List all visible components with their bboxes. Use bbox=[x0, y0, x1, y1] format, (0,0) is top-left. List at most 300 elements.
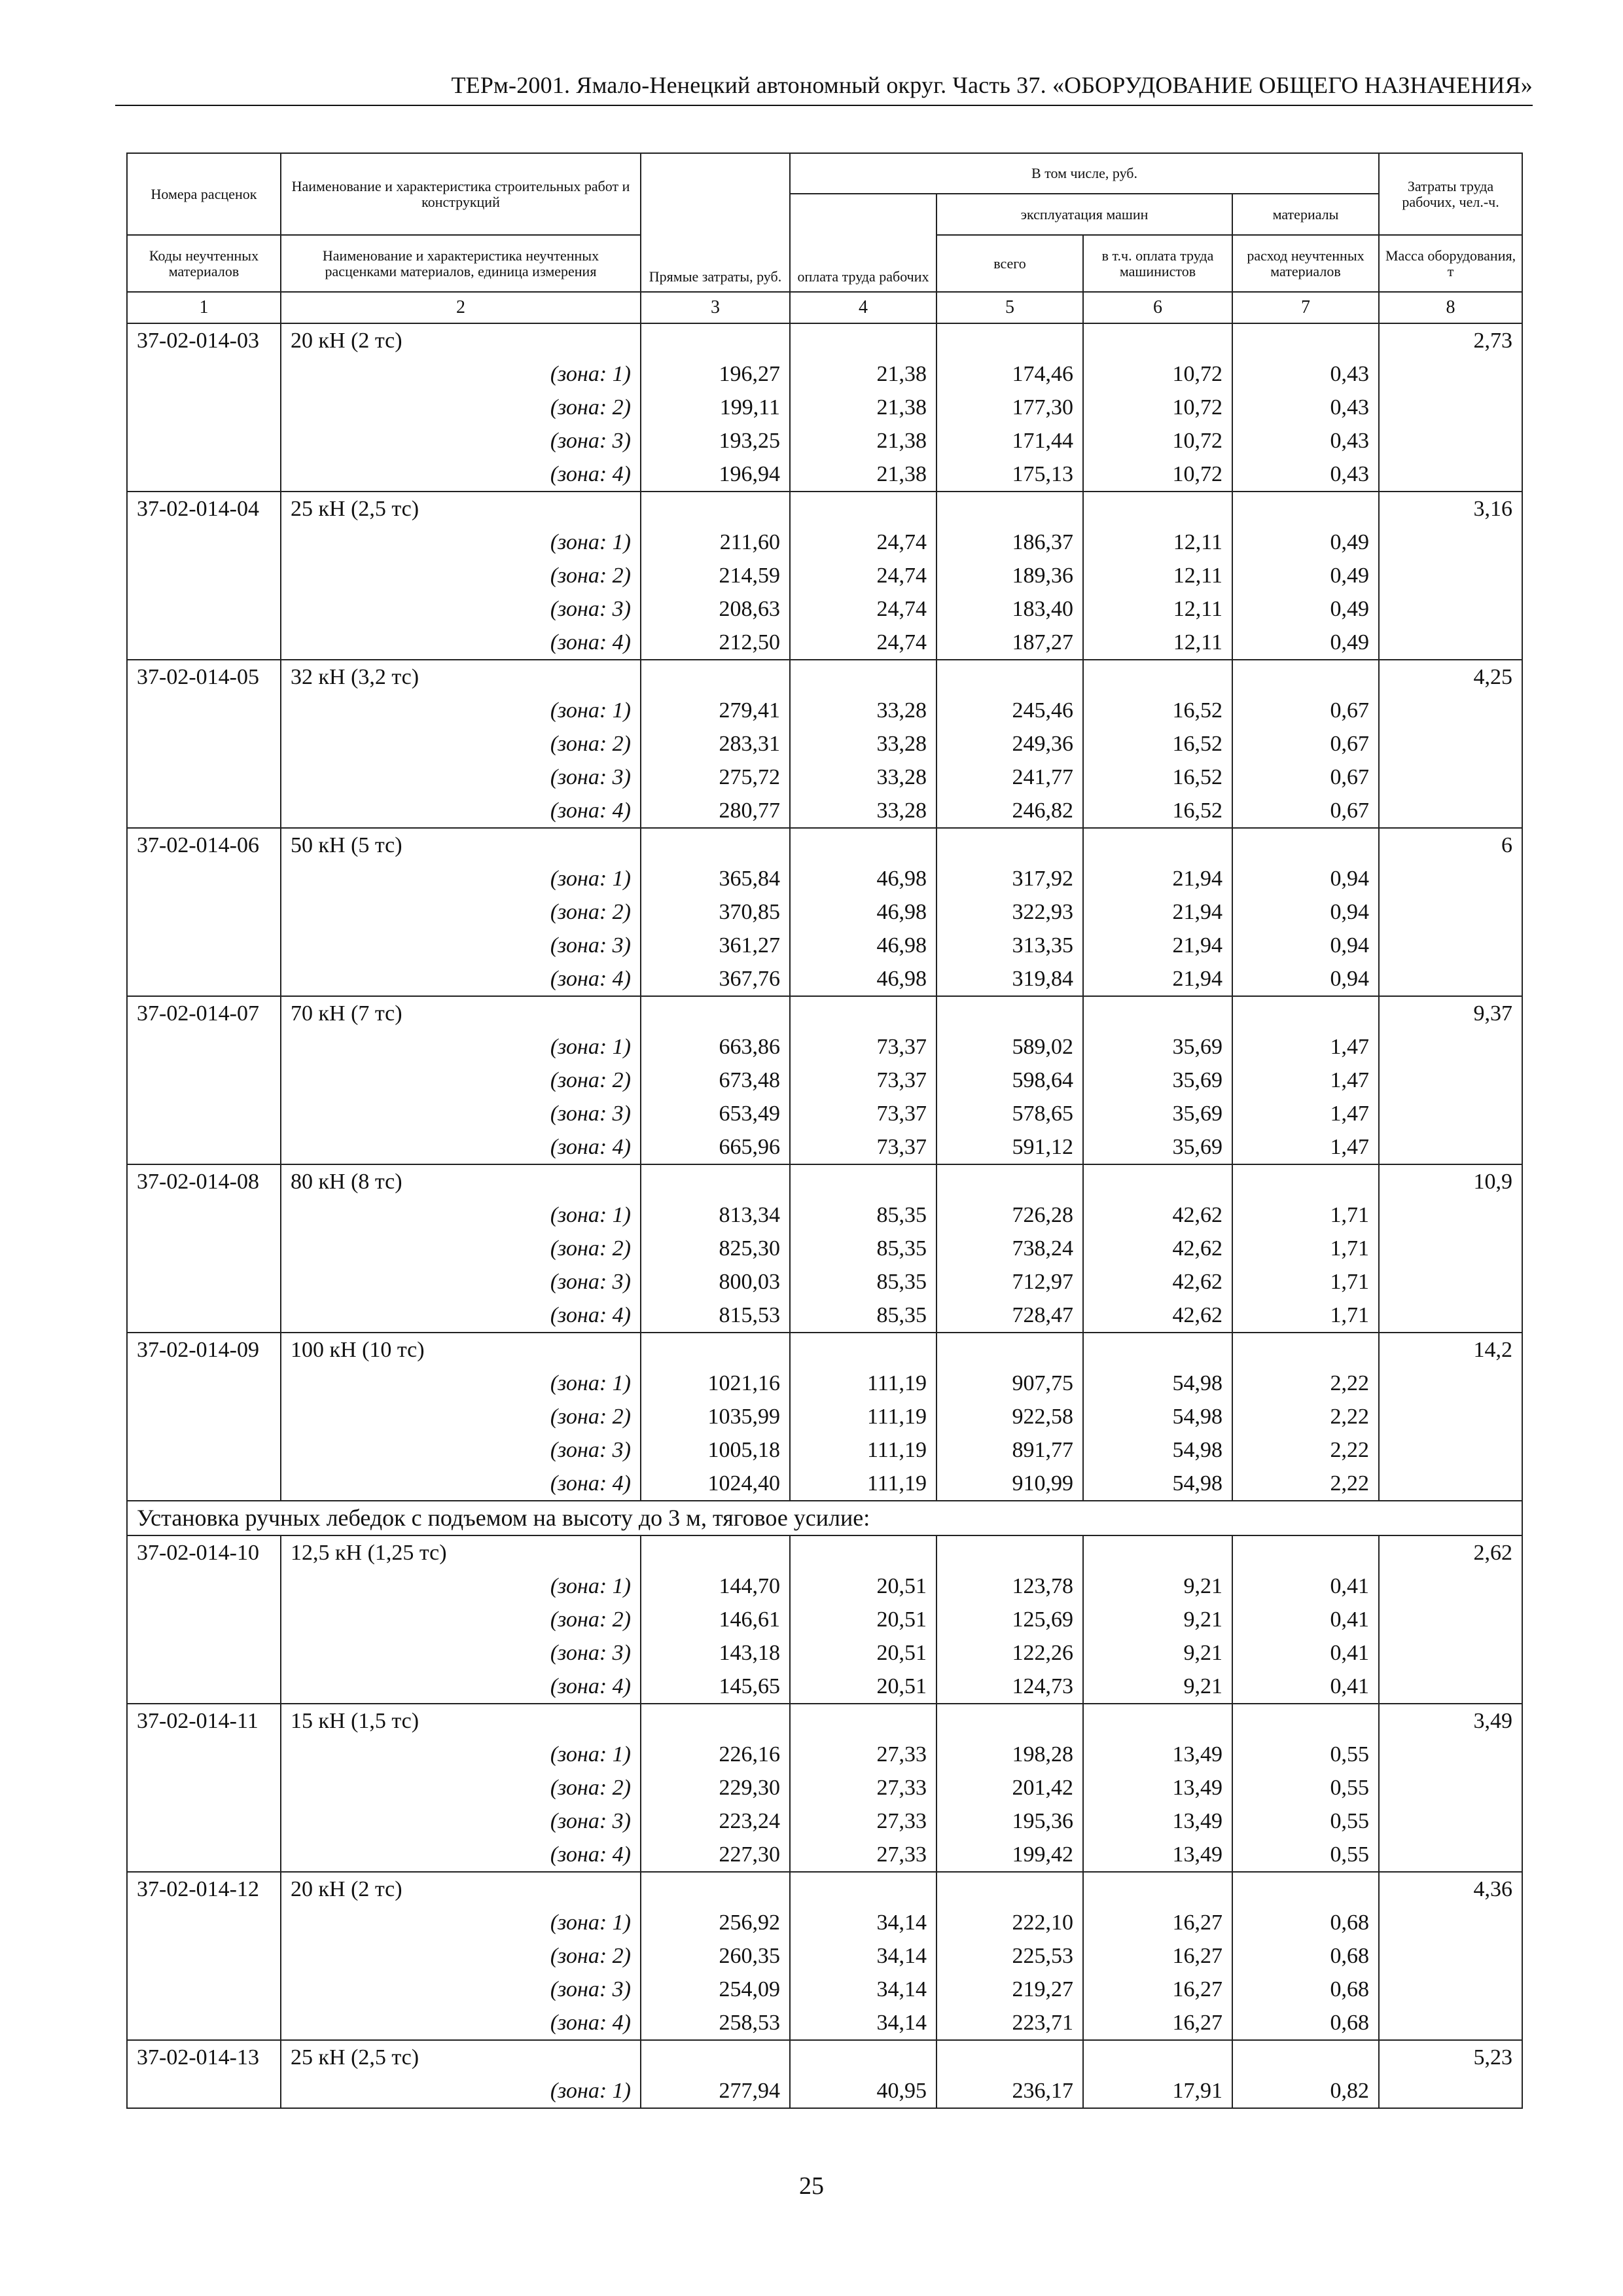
operator-pay-value: 21,94 bbox=[1083, 929, 1232, 962]
materials-cell bbox=[1232, 996, 1379, 1030]
rate-code: 37-02-014-09 bbox=[127, 1333, 281, 1367]
operator-pay-cell bbox=[1083, 1164, 1232, 1198]
machine-total-value: 598,64 bbox=[936, 1064, 1083, 1097]
labor-costs-value bbox=[1379, 457, 1522, 492]
labor-pay-value: 24,74 bbox=[790, 592, 936, 626]
labor-costs-value bbox=[1379, 1433, 1522, 1467]
materials-cell bbox=[1232, 1535, 1379, 1570]
labor-costs-value bbox=[1379, 391, 1522, 424]
machine-total-cell bbox=[936, 1164, 1083, 1198]
labor-costs-cell: 6 bbox=[1379, 828, 1522, 862]
table-header bbox=[127, 153, 1522, 323]
materials-value: 0,41 bbox=[1232, 1670, 1379, 1704]
labor-costs-value bbox=[1379, 694, 1522, 727]
rate-name: 20 кН (2 тс) bbox=[281, 1872, 641, 1906]
machine-total-value: 223,71 bbox=[936, 2006, 1083, 2040]
zone-code-cell bbox=[127, 1670, 281, 1704]
zone-code-cell bbox=[127, 1097, 281, 1130]
labor-pay-value: 21,38 bbox=[790, 357, 936, 391]
zone-row bbox=[127, 794, 1522, 828]
labor-costs-value bbox=[1379, 1130, 1522, 1164]
materials-value: 0,43 bbox=[1232, 457, 1379, 492]
machine-total-value: 175,13 bbox=[936, 457, 1083, 492]
labor-pay-cell bbox=[790, 492, 936, 526]
labor-pay-cell bbox=[790, 1333, 936, 1367]
materials-value: 0,82 bbox=[1232, 2074, 1379, 2108]
zone-row bbox=[127, 2006, 1522, 2040]
operator-pay-value: 13,49 bbox=[1083, 1804, 1232, 1838]
labor-pay-value: 33,28 bbox=[790, 761, 936, 794]
zone-label: (зона: 3) bbox=[281, 1636, 641, 1670]
header-work-name: Наименование и характеристика строительных работ и конструкций bbox=[281, 153, 641, 235]
labor-costs-value bbox=[1379, 1570, 1522, 1603]
direct-costs-value: 196,94 bbox=[641, 457, 790, 492]
zone-code-cell bbox=[127, 1838, 281, 1872]
labor-costs-value bbox=[1379, 1804, 1522, 1838]
zone-code-cell bbox=[127, 391, 281, 424]
rate-name: 20 кН (2 тс) bbox=[281, 323, 641, 357]
zone-row bbox=[127, 1467, 1522, 1501]
labor-costs-value bbox=[1379, 1838, 1522, 1872]
rate-name: 15 кН (1,5 тс) bbox=[281, 1704, 641, 1738]
labor-costs-value bbox=[1379, 1636, 1522, 1670]
machine-total-value: 198,28 bbox=[936, 1738, 1083, 1771]
materials-value: 0,68 bbox=[1232, 1973, 1379, 2006]
materials-value: 0,43 bbox=[1232, 391, 1379, 424]
zone-row bbox=[127, 1570, 1522, 1603]
zone-label: (зона: 4) bbox=[281, 1130, 641, 1164]
column-number: 3 bbox=[641, 292, 790, 323]
operator-pay-cell bbox=[1083, 323, 1232, 357]
zone-row bbox=[127, 1030, 1522, 1064]
zone-code-cell bbox=[127, 1636, 281, 1670]
rate-row bbox=[127, 1164, 1522, 1198]
materials-value: 2,22 bbox=[1232, 1467, 1379, 1501]
direct-costs-value: 214,59 bbox=[641, 559, 790, 592]
materials-value: 1,71 bbox=[1232, 1265, 1379, 1299]
zone-code-cell bbox=[127, 1771, 281, 1804]
labor-costs-value bbox=[1379, 357, 1522, 391]
rate-code: 37-02-014-11 bbox=[127, 1704, 281, 1738]
materials-cell bbox=[1232, 660, 1379, 694]
operator-pay-cell bbox=[1083, 492, 1232, 526]
labor-costs-value bbox=[1379, 1906, 1522, 1939]
labor-costs-value bbox=[1379, 1939, 1522, 1973]
labor-pay-value: 73,37 bbox=[790, 1030, 936, 1064]
labor-costs-cell: 3,49 bbox=[1379, 1704, 1522, 1738]
section-title: Установка ручных лебедок с подъемом на высоту до 3 м, тяговое усилие: bbox=[127, 1501, 1522, 1535]
machine-total-value: 195,36 bbox=[936, 1804, 1083, 1838]
labor-costs-value bbox=[1379, 1738, 1522, 1771]
labor-pay-value: 27,33 bbox=[790, 1838, 936, 1872]
direct-costs-value: 815,53 bbox=[641, 1299, 790, 1333]
labor-costs-value bbox=[1379, 1299, 1522, 1333]
labor-costs-value bbox=[1379, 1603, 1522, 1636]
zone-row bbox=[127, 1265, 1522, 1299]
zone-row bbox=[127, 626, 1522, 660]
zone-code-cell bbox=[127, 1570, 281, 1603]
zone-label: (зона: 2) bbox=[281, 727, 641, 761]
labor-pay-value: 21,38 bbox=[790, 391, 936, 424]
zone-label: (зона: 3) bbox=[281, 1097, 641, 1130]
labor-costs-value bbox=[1379, 1097, 1522, 1130]
zone-label: (зона: 4) bbox=[281, 794, 641, 828]
column-number: 1 bbox=[127, 292, 281, 323]
zone-code-cell bbox=[127, 1198, 281, 1232]
labor-costs-value bbox=[1379, 962, 1522, 996]
rate-code: 37-02-014-07 bbox=[127, 996, 281, 1030]
labor-pay-value: 85,35 bbox=[790, 1232, 936, 1265]
labor-pay-value: 27,33 bbox=[790, 1771, 936, 1804]
labor-pay-cell bbox=[790, 2040, 936, 2074]
machine-total-value: 122,26 bbox=[936, 1636, 1083, 1670]
zone-label: (зона: 1) bbox=[281, 1198, 641, 1232]
zone-label: (зона: 4) bbox=[281, 626, 641, 660]
zone-code-cell bbox=[127, 424, 281, 457]
zone-code-cell bbox=[127, 1467, 281, 1501]
labor-pay-value: 34,14 bbox=[790, 1973, 936, 2006]
header-direct-costs: Прямые затраты, руб. bbox=[641, 153, 790, 292]
machine-total-value: 124,73 bbox=[936, 1670, 1083, 1704]
zone-label: (зона: 3) bbox=[281, 1265, 641, 1299]
labor-costs-value bbox=[1379, 1670, 1522, 1704]
zone-row bbox=[127, 694, 1522, 727]
labor-costs-value bbox=[1379, 1232, 1522, 1265]
header-including: В том числе, руб. bbox=[790, 153, 1379, 194]
operator-pay-value: 16,52 bbox=[1083, 794, 1232, 828]
machine-total-cell bbox=[936, 323, 1083, 357]
zone-row bbox=[127, 761, 1522, 794]
zone-code-cell bbox=[127, 1804, 281, 1838]
zone-code-cell bbox=[127, 1738, 281, 1771]
header-unaccounted-materials: расход неучтенных материалов bbox=[1232, 235, 1379, 292]
operator-pay-value: 54,98 bbox=[1083, 1467, 1232, 1501]
zone-row bbox=[127, 1097, 1522, 1130]
machine-total-value: 319,84 bbox=[936, 962, 1083, 996]
operator-pay-value: 21,94 bbox=[1083, 862, 1232, 895]
direct-costs-value: 229,30 bbox=[641, 1771, 790, 1804]
materials-value: 0,55 bbox=[1232, 1804, 1379, 1838]
labor-pay-cell bbox=[790, 828, 936, 862]
machine-total-value: 125,69 bbox=[936, 1603, 1083, 1636]
column-number: 4 bbox=[790, 292, 936, 323]
direct-costs-cell bbox=[641, 492, 790, 526]
direct-costs-value: 260,35 bbox=[641, 1939, 790, 1973]
rates-table bbox=[126, 152, 1523, 2109]
header-material-names: Наименование и характеристика неучтенных расценками материалов, единица измерения bbox=[281, 235, 641, 292]
machine-total-value: 189,36 bbox=[936, 559, 1083, 592]
materials-value: 0,94 bbox=[1232, 962, 1379, 996]
labor-costs-value bbox=[1379, 1198, 1522, 1232]
zone-code-cell bbox=[127, 727, 281, 761]
materials-value: 1,47 bbox=[1232, 1030, 1379, 1064]
direct-costs-value: 227,30 bbox=[641, 1838, 790, 1872]
labor-costs-value bbox=[1379, 424, 1522, 457]
direct-costs-value: 256,92 bbox=[641, 1906, 790, 1939]
header-rate-numbers: Номера расценок bbox=[127, 153, 281, 235]
machine-total-value: 738,24 bbox=[936, 1232, 1083, 1265]
machine-total-value: 241,77 bbox=[936, 761, 1083, 794]
direct-costs-value: 800,03 bbox=[641, 1265, 790, 1299]
labor-pay-value: 73,37 bbox=[790, 1097, 936, 1130]
materials-cell bbox=[1232, 2040, 1379, 2074]
zone-row bbox=[127, 391, 1522, 424]
machine-total-value: 922,58 bbox=[936, 1400, 1083, 1433]
zone-code-cell bbox=[127, 1265, 281, 1299]
rate-code: 37-02-014-06 bbox=[127, 828, 281, 862]
direct-costs-cell bbox=[641, 2040, 790, 2074]
zone-row bbox=[127, 1771, 1522, 1804]
labor-pay-value: 34,14 bbox=[790, 1906, 936, 1939]
machine-total-value: 187,27 bbox=[936, 626, 1083, 660]
zone-label: (зона: 1) bbox=[281, 1738, 641, 1771]
machine-total-cell bbox=[936, 996, 1083, 1030]
operator-pay-value: 42,62 bbox=[1083, 1198, 1232, 1232]
direct-costs-value: 226,16 bbox=[641, 1738, 790, 1771]
operator-pay-value: 10,72 bbox=[1083, 424, 1232, 457]
zone-row bbox=[127, 1636, 1522, 1670]
header-labor-pay: оплата труда рабочих bbox=[790, 194, 936, 292]
operator-pay-value: 10,72 bbox=[1083, 357, 1232, 391]
machine-total-value: 171,44 bbox=[936, 424, 1083, 457]
zone-code-cell bbox=[127, 1232, 281, 1265]
materials-value: 0,94 bbox=[1232, 895, 1379, 929]
zone-code-cell bbox=[127, 895, 281, 929]
direct-costs-cell bbox=[641, 1872, 790, 1906]
labor-pay-value: 46,98 bbox=[790, 895, 936, 929]
operator-pay-value: 16,52 bbox=[1083, 761, 1232, 794]
zone-code-cell bbox=[127, 1973, 281, 2006]
labor-costs-value bbox=[1379, 794, 1522, 828]
direct-costs-value: 196,27 bbox=[641, 357, 790, 391]
zone-code-cell bbox=[127, 592, 281, 626]
materials-value: 1,47 bbox=[1232, 1064, 1379, 1097]
zone-code-cell bbox=[127, 1906, 281, 1939]
zone-code-cell bbox=[127, 559, 281, 592]
rate-row bbox=[127, 1333, 1522, 1367]
direct-costs-value: 280,77 bbox=[641, 794, 790, 828]
zone-code-cell bbox=[127, 761, 281, 794]
machine-total-cell bbox=[936, 1333, 1083, 1367]
zone-row bbox=[127, 1670, 1522, 1704]
labor-costs-value bbox=[1379, 862, 1522, 895]
materials-value: 2,22 bbox=[1232, 1400, 1379, 1433]
zone-label: (зона: 3) bbox=[281, 1804, 641, 1838]
labor-costs-cell: 2,73 bbox=[1379, 323, 1522, 357]
zone-code-cell bbox=[127, 794, 281, 828]
labor-pay-value: 27,33 bbox=[790, 1738, 936, 1771]
header-machine-operator-pay: в т.ч. оплата труда машинистов bbox=[1083, 235, 1232, 292]
zone-row bbox=[127, 592, 1522, 626]
materials-value: 0,49 bbox=[1232, 592, 1379, 626]
zone-row bbox=[127, 1367, 1522, 1400]
zone-label: (зона: 1) bbox=[281, 1030, 641, 1064]
zone-label: (зона: 1) bbox=[281, 1906, 641, 1939]
machine-total-value: 726,28 bbox=[936, 1198, 1083, 1232]
direct-costs-value: 144,70 bbox=[641, 1570, 790, 1603]
header-machine-total: всего bbox=[936, 235, 1083, 292]
machine-total-value: 186,37 bbox=[936, 526, 1083, 559]
zone-code-cell bbox=[127, 1030, 281, 1064]
materials-value: 0,67 bbox=[1232, 694, 1379, 727]
labor-costs-cell: 2,62 bbox=[1379, 1535, 1522, 1570]
zone-row bbox=[127, 1299, 1522, 1333]
materials-value: 0,68 bbox=[1232, 1939, 1379, 1973]
zone-row bbox=[127, 1906, 1522, 1939]
direct-costs-value: 254,09 bbox=[641, 1973, 790, 2006]
zone-label: (зона: 2) bbox=[281, 1064, 641, 1097]
rate-row bbox=[127, 1535, 1522, 1570]
machine-total-value: 199,42 bbox=[936, 1838, 1083, 1872]
direct-costs-cell bbox=[641, 1704, 790, 1738]
materials-value: 0,49 bbox=[1232, 559, 1379, 592]
operator-pay-value: 42,62 bbox=[1083, 1265, 1232, 1299]
labor-pay-cell bbox=[790, 1704, 936, 1738]
operator-pay-cell bbox=[1083, 2040, 1232, 2074]
operator-pay-value: 12,11 bbox=[1083, 626, 1232, 660]
labor-costs-value bbox=[1379, 526, 1522, 559]
direct-costs-value: 813,34 bbox=[641, 1198, 790, 1232]
operator-pay-value: 10,72 bbox=[1083, 391, 1232, 424]
direct-costs-value: 1021,16 bbox=[641, 1367, 790, 1400]
direct-costs-value: 665,96 bbox=[641, 1130, 790, 1164]
operator-pay-cell bbox=[1083, 660, 1232, 694]
labor-pay-value: 33,28 bbox=[790, 727, 936, 761]
zone-row bbox=[127, 1603, 1522, 1636]
zone-label: (зона: 4) bbox=[281, 2006, 641, 2040]
direct-costs-value: 223,24 bbox=[641, 1804, 790, 1838]
zone-label: (зона: 4) bbox=[281, 1467, 641, 1501]
zone-row bbox=[127, 1198, 1522, 1232]
labor-costs-value bbox=[1379, 592, 1522, 626]
zone-row bbox=[127, 559, 1522, 592]
zone-row bbox=[127, 1400, 1522, 1433]
direct-costs-value: 212,50 bbox=[641, 626, 790, 660]
zone-label: (зона: 2) bbox=[281, 1400, 641, 1433]
rate-row bbox=[127, 1872, 1522, 1906]
zone-label: (зона: 4) bbox=[281, 1670, 641, 1704]
direct-costs-value: 277,94 bbox=[641, 2074, 790, 2108]
labor-pay-value: 85,35 bbox=[790, 1299, 936, 1333]
labor-costs-cell: 14,2 bbox=[1379, 1333, 1522, 1367]
machine-total-value: 313,35 bbox=[936, 929, 1083, 962]
operator-pay-value: 54,98 bbox=[1083, 1433, 1232, 1467]
operator-pay-value: 16,27 bbox=[1083, 2006, 1232, 2040]
zone-row bbox=[127, 1804, 1522, 1838]
zone-code-cell bbox=[127, 526, 281, 559]
labor-pay-cell bbox=[790, 660, 936, 694]
machine-total-cell bbox=[936, 1704, 1083, 1738]
column-number: 7 bbox=[1232, 292, 1379, 323]
machine-total-value: 317,92 bbox=[936, 862, 1083, 895]
zone-code-cell bbox=[127, 929, 281, 962]
labor-costs-cell: 9,37 bbox=[1379, 996, 1522, 1030]
operator-pay-value: 9,21 bbox=[1083, 1636, 1232, 1670]
materials-cell bbox=[1232, 1872, 1379, 1906]
machine-total-value: 219,27 bbox=[936, 1973, 1083, 2006]
rate-name: 80 кН (8 тс) bbox=[281, 1164, 641, 1198]
operator-pay-value: 54,98 bbox=[1083, 1400, 1232, 1433]
zone-code-cell bbox=[127, 1299, 281, 1333]
zone-row bbox=[127, 526, 1522, 559]
machine-total-value: 907,75 bbox=[936, 1367, 1083, 1400]
machine-total-value: 322,93 bbox=[936, 895, 1083, 929]
operator-pay-value: 10,72 bbox=[1083, 457, 1232, 492]
labor-pay-value: 24,74 bbox=[790, 526, 936, 559]
operator-pay-cell bbox=[1083, 1535, 1232, 1570]
zone-label: (зона: 4) bbox=[281, 1838, 641, 1872]
labor-costs-value bbox=[1379, 2074, 1522, 2108]
zone-label: (зона: 3) bbox=[281, 592, 641, 626]
operator-pay-value: 35,69 bbox=[1083, 1064, 1232, 1097]
labor-pay-value: 20,51 bbox=[790, 1570, 936, 1603]
direct-costs-cell bbox=[641, 660, 790, 694]
zone-code-cell bbox=[127, 962, 281, 996]
zone-label: (зона: 2) bbox=[281, 1771, 641, 1804]
operator-pay-cell bbox=[1083, 1333, 1232, 1367]
labor-pay-value: 34,14 bbox=[790, 2006, 936, 2040]
operator-pay-value: 35,69 bbox=[1083, 1097, 1232, 1130]
labor-pay-value: 20,51 bbox=[790, 1603, 936, 1636]
direct-costs-cell bbox=[641, 1535, 790, 1570]
direct-costs-value: 367,76 bbox=[641, 962, 790, 996]
column-number: 5 bbox=[936, 292, 1083, 323]
materials-value: 0,55 bbox=[1232, 1738, 1379, 1771]
zone-code-cell bbox=[127, 2074, 281, 2108]
operator-pay-value: 54,98 bbox=[1083, 1367, 1232, 1400]
direct-costs-value: 1035,99 bbox=[641, 1400, 790, 1433]
rate-code: 37-02-014-13 bbox=[127, 2040, 281, 2074]
column-number: 6 bbox=[1083, 292, 1232, 323]
labor-pay-value: 111,19 bbox=[790, 1367, 936, 1400]
labor-costs-value bbox=[1379, 1467, 1522, 1501]
labor-costs-value bbox=[1379, 1973, 1522, 2006]
rate-name: 32 кН (3,2 тс) bbox=[281, 660, 641, 694]
operator-pay-value: 12,11 bbox=[1083, 526, 1232, 559]
operator-pay-value: 13,49 bbox=[1083, 1838, 1232, 1872]
materials-value: 0,43 bbox=[1232, 424, 1379, 457]
machine-total-cell bbox=[936, 1535, 1083, 1570]
operator-pay-cell bbox=[1083, 828, 1232, 862]
labor-costs-value bbox=[1379, 895, 1522, 929]
zone-label: (зона: 1) bbox=[281, 357, 641, 391]
direct-costs-value: 1005,18 bbox=[641, 1433, 790, 1467]
zone-row bbox=[127, 1973, 1522, 2006]
direct-costs-value: 258,53 bbox=[641, 2006, 790, 2040]
labor-costs-value bbox=[1379, 1771, 1522, 1804]
direct-costs-value: 146,61 bbox=[641, 1603, 790, 1636]
rate-code: 37-02-014-10 bbox=[127, 1535, 281, 1570]
labor-costs-cell: 4,25 bbox=[1379, 660, 1522, 694]
rate-name: 12,5 кН (1,25 тс) bbox=[281, 1535, 641, 1570]
labor-pay-value: 20,51 bbox=[790, 1636, 936, 1670]
zone-row bbox=[127, 457, 1522, 492]
operator-pay-value: 16,27 bbox=[1083, 1973, 1232, 2006]
machine-total-value: 236,17 bbox=[936, 2074, 1083, 2108]
operator-pay-value: 12,11 bbox=[1083, 592, 1232, 626]
zone-row bbox=[127, 1433, 1522, 1467]
materials-value: 0,49 bbox=[1232, 626, 1379, 660]
zone-code-cell bbox=[127, 357, 281, 391]
labor-costs-cell: 5,23 bbox=[1379, 2040, 1522, 2074]
labor-pay-value: 111,19 bbox=[790, 1467, 936, 1501]
labor-costs-value bbox=[1379, 559, 1522, 592]
direct-costs-value: 283,31 bbox=[641, 727, 790, 761]
materials-value: 0,49 bbox=[1232, 526, 1379, 559]
rate-row bbox=[127, 492, 1522, 526]
zone-label: (зона: 2) bbox=[281, 559, 641, 592]
direct-costs-value: 211,60 bbox=[641, 526, 790, 559]
